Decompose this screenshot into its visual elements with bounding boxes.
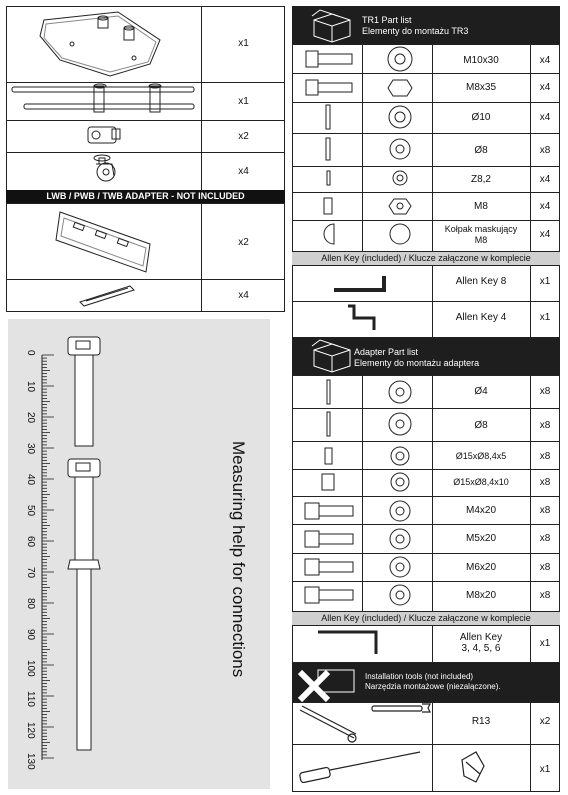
allen-key-set-drawing (318, 632, 376, 654)
qty-adapter-bar: x2 (238, 237, 249, 248)
adapter-allen-qty: x1 (539, 638, 551, 649)
adapter-allen-name: Allen Key 3, 4, 5, 6 (459, 632, 503, 654)
qty-arms: x1 (238, 96, 249, 107)
tr1-allen-name: Allen Key 4 (455, 312, 507, 323)
tr1-item-qty: x4 (539, 174, 551, 185)
allen-key-4-drawing (348, 306, 374, 330)
tr1-item-qty: x4 (539, 201, 551, 212)
tr1-allen-band: Allen Key (included) / Klucze załączone w komplecie (292, 251, 560, 265)
m4-bolt-drawing (305, 501, 410, 521)
adapter-allen-band: Allen Key (included) / Klucze załączone w komplecie (292, 611, 560, 625)
ruler-label: 20 (25, 412, 36, 424)
spacer-10-drawing (322, 473, 409, 491)
adapter-item-qty: x8 (539, 386, 551, 397)
m6-bolt-drawing (305, 557, 410, 577)
washer-8-drawing (326, 138, 410, 160)
adapter-item-name: Ø4 (474, 386, 488, 397)
tr1-item-name: M8 (474, 201, 488, 212)
ruler-label: 80 (25, 598, 36, 610)
ruler-label: 110 (25, 691, 36, 707)
tr1-item-name: Kołpak maskujący M8 (444, 224, 518, 245)
ruler-label: 40 (25, 474, 36, 486)
ruler-label: 60 (25, 536, 36, 548)
adapter-item-name: Ø8 (474, 420, 488, 431)
socket-wrench-drawing (300, 706, 356, 742)
spring-washer-drawing (327, 171, 407, 185)
adapter-item-name: Ø15xØ8,4x10 (453, 477, 509, 487)
tr1-title: TR1 Part list (362, 15, 412, 25)
tr1-subtitle: Elementy do montażu TR3 (362, 26, 469, 36)
tr1-item-name: Z8,2 (470, 174, 491, 185)
adapter-item-qty: x8 (539, 420, 551, 431)
adapter-item-qty: x8 (539, 590, 551, 601)
adapter-item-qty: x8 (539, 451, 551, 462)
m8-bolt-drawing (305, 585, 410, 605)
adapter-item-qty: x8 (539, 562, 551, 573)
adapter-item-qty: x8 (539, 477, 551, 488)
screwdriver-drawing (299, 752, 420, 783)
drill-bit-drawing (462, 752, 484, 782)
spacer-5-drawing (325, 447, 409, 465)
ruler-label: 90 (25, 629, 36, 641)
tr1-allen-qty: x1 (539, 312, 551, 323)
ruler-label: 130 (25, 753, 36, 770)
adapter-item-name: Ø15xØ8,4x5 (455, 451, 507, 461)
parts-box-icon (312, 10, 350, 42)
m8-hex-bolt-drawing (306, 80, 412, 96)
adapter-item-name: M5x20 (465, 533, 496, 544)
washer-10-drawing (326, 105, 411, 129)
ruler-label: 120 (25, 722, 36, 739)
tr1-allen-qty: x1 (539, 276, 551, 287)
open-wrench-drawing (372, 704, 430, 712)
ruler-label: 50 (25, 505, 36, 517)
tr1-item-qty: x8 (539, 145, 551, 156)
adapter-subtitle: Elementy do montażu adaptera (354, 358, 480, 368)
ruler-label: 100 (25, 660, 36, 677)
tools-item-name: R13 (471, 716, 491, 727)
m10-bolt-drawing (306, 47, 412, 71)
parts-box-icon (312, 340, 350, 372)
tr1-item-name: Ø8 (474, 145, 488, 156)
adapter-item-name: M8x20 (465, 590, 496, 601)
washer-8-adapter-drawing (327, 412, 411, 436)
m5-bolt-drawing (305, 529, 410, 549)
adapter-item-qty: x8 (539, 505, 551, 516)
washer-4-drawing (327, 380, 411, 404)
tr1-item-name: Ø10 (471, 112, 491, 123)
tr1-item-qty: x4 (539, 82, 551, 93)
tools-crossed-icon (300, 670, 354, 700)
allen-key-8-drawing (334, 276, 384, 290)
ruler-label: 30 (25, 443, 36, 455)
tr1-item-qty: x4 (539, 112, 551, 123)
tr1-item-name: M8x35 (465, 82, 496, 93)
ruler-label: 10 (25, 381, 36, 393)
cap-drawing (324, 224, 410, 244)
ruler-label: 70 (25, 567, 36, 579)
ruler-label: 0 (25, 350, 36, 356)
qty-plate: x1 (238, 38, 249, 49)
tr1-allen-name: Allen Key 8 (455, 276, 507, 287)
qty-wheel: x4 (238, 166, 249, 177)
tools-item-qty: x1 (539, 764, 551, 775)
adapter-item-qty: x8 (539, 533, 551, 544)
nut-drawing (324, 198, 411, 214)
measuring-help-title: Measuring help for connections (229, 441, 248, 678)
tools-subtitle: Narzędzia montażowe (niezalączone). (365, 682, 501, 691)
adapter-title: Adapter Part list (354, 347, 419, 357)
adapter-item-name: M6x20 (465, 562, 496, 573)
tr1-item-name: M10x30 (463, 55, 499, 66)
tr1-item-qty: x4 (539, 55, 551, 66)
tools-title: Installation tools (not included) (365, 672, 474, 681)
adapter-item-name: M4x20 (465, 505, 496, 516)
adapter-not-included-band: LWB / PWB / TWB ADAPTER - NOT INCLUDED (6, 190, 285, 203)
tools-item-qty: x2 (539, 716, 551, 727)
qty-clamp: x2 (238, 131, 249, 142)
qty-adapter-strip: x4 (238, 290, 249, 301)
tr1-item-qty: x4 (539, 229, 551, 240)
